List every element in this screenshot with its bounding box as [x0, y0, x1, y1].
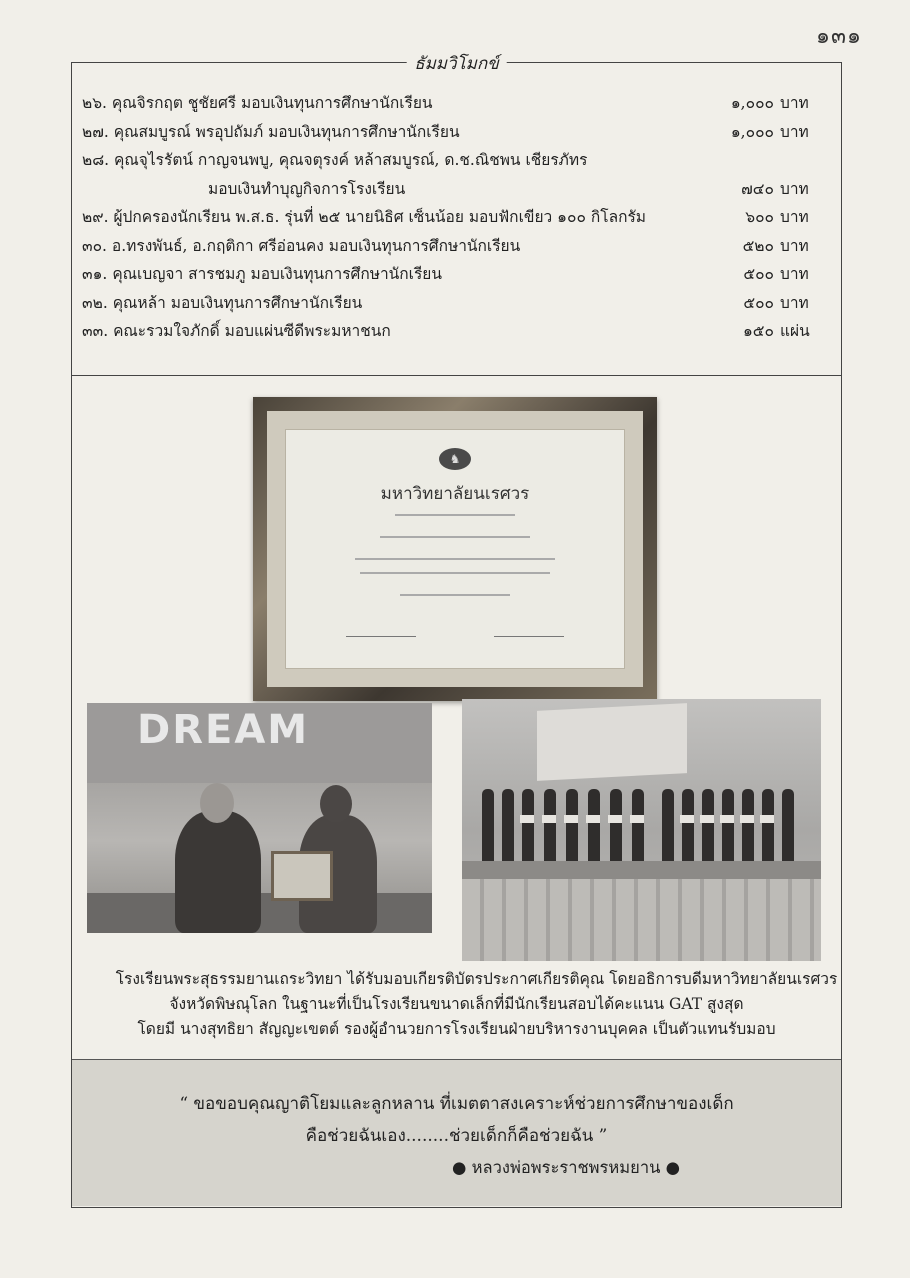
certificate-university: มหาวิทยาลัยนเรศวร	[380, 484, 530, 504]
donation-list	[82, 89, 830, 346]
projection-screen	[537, 703, 687, 781]
donation-row	[82, 289, 830, 318]
presenter-head	[200, 783, 234, 823]
certificate-text-line	[400, 594, 510, 596]
header-title: ธัมมวิโมกข์	[406, 50, 507, 77]
certificate-paper	[285, 429, 625, 669]
group-person	[702, 789, 714, 861]
donation-amount: ๕๐๐	[743, 265, 774, 283]
donation-amount: ๑,๐๐๐	[730, 122, 774, 141]
framed-certificate	[253, 397, 657, 701]
page-number: ๑๓๑	[816, 24, 862, 49]
group-person	[762, 789, 774, 861]
presenter-figure	[175, 811, 261, 933]
group-person	[566, 789, 578, 861]
donation-no: ๓๓.	[82, 322, 109, 340]
caption-line: โรงเรียนพระสุธรรมยานเถระวิทยา ได้รับมอบเกียรติบัตรประกาศเกียรติคุณ โดยอธิการบดีมหาวิทยาลัยนเรศวร	[115, 970, 838, 988]
group-person	[742, 789, 754, 861]
donation-text: อ.ทรงพันธ์, อ.กฤติกา ศรีอ่อนคง มอบเงินทุนการศึกษานักเรียน	[111, 236, 521, 255]
donation-text: คุณจิรกฤต ชูชัยศรี มอบเงินทุนการศึกษานักเรียน	[111, 94, 433, 112]
university-emblem-icon: ♞	[439, 448, 471, 470]
donation-row	[82, 118, 830, 147]
donation-no: ๒๗.	[82, 122, 109, 141]
photo-caption	[72, 967, 841, 1042]
banner-text: DREAM	[137, 707, 310, 753]
donation-text: คุณหล้า มอบเงินทุนการศึกษานักเรียน	[112, 293, 363, 312]
donation-unit: บาท	[780, 265, 809, 283]
donation-no: ๓๐.	[82, 236, 107, 255]
recipient-head	[320, 785, 352, 823]
donation-text: คณะรวมใจภักดิ์ มอบแผ่นซีดีพระมหาชนก	[113, 322, 391, 340]
held-certificate	[271, 851, 333, 901]
certificate-text-line	[380, 536, 530, 538]
group-person	[722, 789, 734, 861]
quote-author: ● หลวงพ่อพระราชพรหมยาน ●	[452, 1158, 681, 1177]
donation-row	[82, 175, 830, 204]
group-person	[588, 789, 600, 861]
group-person	[544, 789, 556, 861]
group-person	[682, 789, 694, 861]
donation-row	[82, 203, 830, 232]
donation-unit: บาท	[780, 179, 809, 198]
donation-row	[82, 89, 830, 118]
donation-amount: ๕๒๐	[742, 236, 774, 255]
quote-line: “ ขอขอบคุณญาติโยมและลูกหลาน ที่เมตตาสงเคราะห์ช่วยการศึกษาของเด็ก	[179, 1094, 734, 1114]
group-person	[662, 789, 674, 861]
certificate-signature	[346, 636, 416, 637]
donation-unit: แผ่น	[780, 322, 810, 340]
quote-box	[72, 1059, 841, 1206]
donation-no: ๒๘.	[82, 151, 110, 169]
caption-line: จังหวัดพิษณุโลก ในฐานะที่เป็นโรงเรียนขนาดเล็กที่มีนักเรียนสอบได้คะแนน GAT สูงสุด	[169, 995, 744, 1013]
section-divider	[72, 375, 841, 376]
donation-row	[82, 146, 830, 175]
donation-unit: บาท	[780, 293, 809, 312]
donation-text: คุณเบญจา สารชมภู มอบเงินทุนการศึกษานักเรียน	[112, 265, 442, 283]
donation-unit: บาท	[780, 208, 809, 226]
donation-row	[82, 232, 830, 261]
certificate-mat	[267, 411, 643, 687]
group-person	[632, 789, 644, 861]
caption-line: โดยมี นางสุทธิยา สัญญะเขตต์ รองผู้อำนวยการโรงเรียนฝ่ายบริหารงานบุคคล เป็นตัวแทนรับมอบ	[137, 1020, 776, 1038]
donation-no: ๓๑.	[82, 265, 108, 283]
donation-amount: ๑,๐๐๐	[730, 94, 774, 112]
donation-no: ๒๙.	[82, 208, 109, 226]
donation-text: คุณจุไรรัตน์ กาญจนพบู, คุณจตุรงค์ หล้าสมบูรณ์, ด.ช.ณิชพน เชียรภัทร	[114, 151, 588, 169]
donation-amount: ๑๕๐	[742, 322, 774, 340]
donation-unit: บาท	[780, 236, 809, 255]
donation-unit: บาท	[780, 122, 809, 141]
group-person	[610, 789, 622, 861]
group-person	[482, 789, 494, 861]
donation-amount: ๖๐๐	[745, 208, 774, 226]
quote-line: คือช่วยฉันเอง........ช่วยเด็กก็คือช่วยฉัน ”	[305, 1126, 608, 1146]
certificate-text-line	[355, 558, 555, 560]
group-person	[502, 789, 514, 861]
group-stage-photo	[462, 699, 821, 961]
certificate-text-line	[395, 514, 515, 516]
donation-row	[82, 260, 830, 289]
group-person	[782, 789, 794, 861]
award-ceremony-photo	[87, 703, 432, 933]
certificate-text-line	[360, 572, 550, 574]
group-person	[522, 789, 534, 861]
certificate-signature	[494, 636, 564, 637]
donation-text: มอบเงินทำบุญกิจการโรงเรียน	[208, 179, 406, 198]
stage-skirt	[462, 879, 821, 961]
donation-amount: ๗๔๐	[741, 179, 774, 198]
donation-unit: บาท	[780, 94, 809, 112]
donation-text: ผู้ปกครองนักเรียน พ.ส.ธ. รุ่นที่ ๒๕ นายนิธิศ เซ็นน้อย มอบฟักเขียว ๑๐๐ กิโลกรัม	[113, 208, 646, 226]
content-frame	[71, 54, 842, 1208]
donation-no: ๓๒.	[82, 293, 108, 312]
donation-row	[82, 317, 830, 346]
donation-no: ๒๖.	[82, 94, 107, 112]
donation-text: คุณสมบูรณ์ พรอุปถัมภ์ มอบเงินทุนการศึกษานักเรียน	[113, 122, 460, 141]
donation-amount: ๕๐๐	[743, 293, 774, 312]
stage-edge	[462, 861, 821, 879]
